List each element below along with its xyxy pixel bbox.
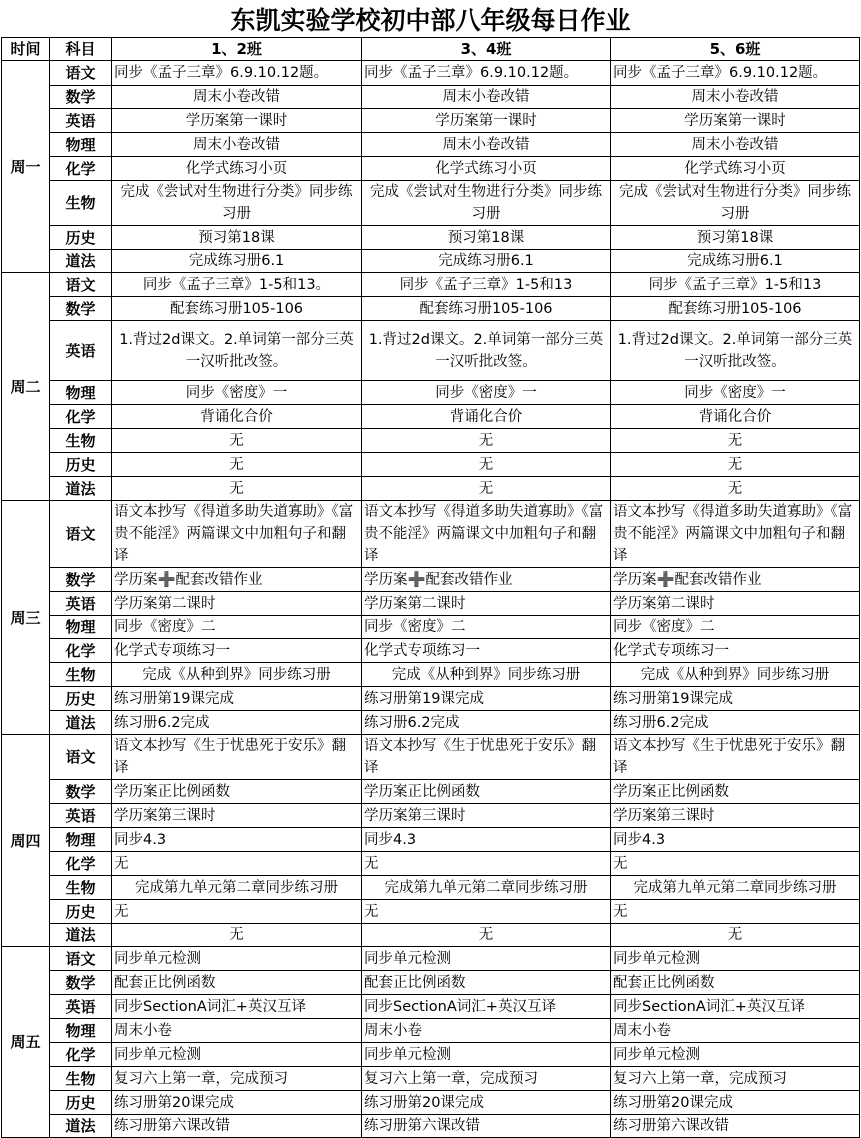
day-label: 周四 — [2, 735, 50, 947]
homework-cell: 化学式专项练习一 — [611, 639, 860, 663]
homework-cell: 完成《尝试对生物进行分类》同步练习册 — [611, 181, 860, 226]
homework-cell: 语文本抄写《得道多助失道寡助》《富贵不能淫》两篇课文中加粗句子和翻译 — [112, 501, 362, 568]
homework-cell: 学历案➕配套改错作业 — [362, 568, 611, 592]
header-subject: 科目 — [50, 38, 112, 61]
subject-label: 历史 — [50, 1091, 112, 1115]
subject-label: 生物 — [50, 1067, 112, 1091]
table-row — [2, 61, 860, 86]
homework-cell: 学历案第三课时 — [362, 804, 611, 828]
homework-cell: 同步《密度》二 — [112, 616, 362, 639]
header-class-1-2: 1、2班 — [112, 38, 362, 61]
homework-cell: 练习册第20课完成 — [362, 1091, 611, 1115]
homework-cell: 练习册第19课完成 — [362, 687, 611, 711]
subject-label: 生物 — [50, 429, 112, 453]
homework-cell: 完成第九单元第二章同步练习册 — [112, 876, 362, 900]
homework-cell: 背诵化合价 — [112, 405, 362, 429]
homework-cell: 配套正比例函数 — [112, 971, 362, 995]
homework-cell: 学历案第一课时 — [611, 109, 860, 133]
homework-cell: 语文本抄写《生于忧患死于安乐》翻译 — [611, 735, 860, 780]
header-class-3-4: 3、4班 — [362, 38, 611, 61]
table-row — [2, 639, 860, 663]
table-row — [2, 297, 860, 321]
header-time: 时间 — [2, 38, 50, 61]
table-row — [2, 995, 860, 1019]
homework-cell: 练习册第六课改错 — [362, 1115, 611, 1138]
homework-cell: 学历案➕配套改错作业 — [611, 568, 860, 592]
subject-label: 语文 — [50, 735, 112, 780]
subject-label: 语文 — [50, 273, 112, 297]
homework-cell: 同步《孟子三章》1-5和13 — [362, 273, 611, 297]
homework-cell: 周末小卷 — [112, 1019, 362, 1043]
page-title: 东凯实验学校初中部八年级每日作业 — [230, 5, 631, 35]
homework-cell: 无 — [112, 900, 362, 924]
table-row — [2, 1019, 860, 1043]
homework-cell: 同步《孟子三章》6.9.10.12题。 — [362, 61, 611, 86]
homework-cell: 背诵化合价 — [362, 405, 611, 429]
homework-cell: 同步单元检测 — [362, 1043, 611, 1067]
table-row — [2, 405, 860, 429]
homework-cell: 同步《密度》一 — [362, 381, 611, 405]
homework-cell: 语文本抄写《得道多助失道寡助》《富贵不能淫》两篇课文中加粗句子和翻译 — [611, 501, 860, 568]
homework-cell: 完成《从种到界》同步练习册 — [112, 663, 362, 687]
table-row — [2, 273, 860, 297]
homework-cell: 学历案正比例函数 — [611, 780, 860, 804]
subject-label: 道法 — [50, 711, 112, 735]
homework-cell: 学历案第二课时 — [112, 592, 362, 616]
table-row — [2, 924, 860, 947]
table-row — [2, 133, 860, 157]
homework-cell: 化学式练习小页 — [362, 157, 611, 181]
table-row — [2, 780, 860, 804]
subject-label: 英语 — [50, 804, 112, 828]
header-class-5-6: 5、6班 — [611, 38, 860, 61]
subject-label: 语文 — [50, 501, 112, 568]
homework-cell: 化学式练习小页 — [112, 157, 362, 181]
subject-label: 语文 — [50, 947, 112, 971]
homework-cell: 完成《从种到界》同步练习册 — [362, 663, 611, 687]
homework-cell: 配套练习册105-106 — [362, 297, 611, 321]
table-row — [2, 381, 860, 405]
table-row — [2, 250, 860, 273]
subject-label: 历史 — [50, 687, 112, 711]
homework-cell: 化学式练习小页 — [611, 157, 860, 181]
homework-cell: 同步单元检测 — [112, 947, 362, 971]
homework-cell: 周末小卷改错 — [611, 86, 860, 109]
homework-cell: 无 — [112, 477, 362, 501]
day-label: 周一 — [2, 61, 50, 273]
homework-cell: 同步《密度》一 — [112, 381, 362, 405]
homework-cell: 练习册6.2完成 — [611, 711, 860, 735]
homework-cell: 1.背过2d课文。2.单词第一部分三英一汉听批改签。 — [112, 321, 362, 381]
homework-cell: 同步《孟子三章》1-5和13 — [611, 273, 860, 297]
subject-label: 生物 — [50, 663, 112, 687]
homework-cell: 练习册6.2完成 — [362, 711, 611, 735]
homework-cell: 无 — [611, 852, 860, 876]
table-row — [2, 804, 860, 828]
homework-cell: 无 — [112, 852, 362, 876]
homework-cell: 周末小卷改错 — [611, 133, 860, 157]
table-row — [2, 321, 860, 381]
homework-cell: 周末小卷 — [611, 1019, 860, 1043]
subject-label: 英语 — [50, 995, 112, 1019]
homework-cell: 学历案第一课时 — [362, 109, 611, 133]
homework-cell: 同步4.3 — [112, 828, 362, 852]
homework-cell: 学历案第二课时 — [362, 592, 611, 616]
homework-cell: 学历案第二课时 — [611, 592, 860, 616]
table-row — [2, 501, 860, 568]
table-row — [2, 157, 860, 181]
homework-cell: 完成《尝试对生物进行分类》同步练习册 — [112, 181, 362, 226]
homework-cell: 学历案➕配套改错作业 — [112, 568, 362, 592]
subject-label: 英语 — [50, 592, 112, 616]
homework-cell: 同步单元检测 — [611, 947, 860, 971]
subject-label: 道法 — [50, 1115, 112, 1138]
table-row — [2, 592, 860, 616]
subject-label: 物理 — [50, 616, 112, 639]
day-label: 周五 — [2, 947, 50, 1138]
homework-cell: 无 — [112, 924, 362, 947]
subject-label: 生物 — [50, 181, 112, 226]
homework-cell: 同步SectionA词汇+英汉互译 — [112, 995, 362, 1019]
table-row — [2, 1043, 860, 1067]
subject-label: 数学 — [50, 971, 112, 995]
table-row — [2, 616, 860, 639]
subject-label: 历史 — [50, 226, 112, 250]
homework-cell: 无 — [112, 453, 362, 477]
homework-cell: 无 — [362, 852, 611, 876]
subject-label: 数学 — [50, 780, 112, 804]
table-row — [2, 735, 860, 780]
homework-cell: 同步《密度》二 — [611, 616, 860, 639]
homework-cell: 学历案第三课时 — [112, 804, 362, 828]
table-row — [2, 86, 860, 109]
table-row — [2, 181, 860, 226]
homework-cell: 同步SectionA词汇+英汉互译 — [362, 995, 611, 1019]
homework-cell: 配套练习册105-106 — [112, 297, 362, 321]
day-label: 周三 — [2, 501, 50, 735]
homework-cell: 无 — [611, 453, 860, 477]
subject-label: 物理 — [50, 381, 112, 405]
homework-body — [2, 61, 860, 1138]
homework-cell: 化学式专项练习一 — [112, 639, 362, 663]
table-row — [2, 109, 860, 133]
subject-label: 英语 — [50, 321, 112, 381]
subject-label: 数学 — [50, 568, 112, 592]
homework-cell: 预习第18课 — [611, 226, 860, 250]
homework-cell: 同步4.3 — [611, 828, 860, 852]
homework-cell: 同步单元检测 — [112, 1043, 362, 1067]
homework-cell: 复习六上第一章，完成预习 — [362, 1067, 611, 1091]
homework-cell: 复习六上第一章，完成预习 — [611, 1067, 860, 1091]
homework-cell: 完成《尝试对生物进行分类》同步练习册 — [362, 181, 611, 226]
homework-cell: 1.背过2d课文。2.单词第一部分三英一汉听批改签。 — [362, 321, 611, 381]
subject-label: 化学 — [50, 157, 112, 181]
homework-cell: 无 — [611, 477, 860, 501]
subject-label: 道法 — [50, 250, 112, 273]
homework-cell: 无 — [362, 477, 611, 501]
table-row — [2, 971, 860, 995]
homework-cell: 无 — [611, 429, 860, 453]
table-row — [2, 429, 860, 453]
homework-cell: 无 — [362, 900, 611, 924]
subject-label: 数学 — [50, 297, 112, 321]
homework-cell: 练习册6.2完成 — [112, 711, 362, 735]
subject-label: 化学 — [50, 639, 112, 663]
homework-cell: 周末小卷改错 — [112, 133, 362, 157]
table-row — [2, 947, 860, 971]
homework-cell: 预习第18课 — [112, 226, 362, 250]
homework-cell: 预习第18课 — [362, 226, 611, 250]
homework-cell: 无 — [362, 924, 611, 947]
homework-cell: 配套正比例函数 — [362, 971, 611, 995]
table-row — [2, 663, 860, 687]
table-row — [2, 900, 860, 924]
homework-cell: 同步《孟子三章》6.9.10.12题。 — [112, 61, 362, 86]
table-row — [2, 711, 860, 735]
homework-cell: 完成练习册6.1 — [112, 250, 362, 273]
table-row — [2, 828, 860, 852]
day-label: 周二 — [2, 273, 50, 501]
homework-cell: 同步《孟子三章》1-5和13。 — [112, 273, 362, 297]
table-row — [2, 453, 860, 477]
subject-label: 历史 — [50, 453, 112, 477]
homework-cell: 学历案第一课时 — [112, 109, 362, 133]
subject-label: 语文 — [50, 61, 112, 86]
homework-cell: 学历案正比例函数 — [112, 780, 362, 804]
homework-cell: 周末小卷改错 — [112, 86, 362, 109]
homework-cell: 练习册第六课改错 — [611, 1115, 860, 1138]
homework-cell: 无 — [362, 453, 611, 477]
subject-label: 道法 — [50, 477, 112, 501]
homework-cell: 配套正比例函数 — [611, 971, 860, 995]
homework-cell: 语文本抄写《生于忧患死于安乐》翻译 — [362, 735, 611, 780]
homework-cell: 周末小卷 — [362, 1019, 611, 1043]
homework-cell: 学历案正比例函数 — [362, 780, 611, 804]
homework-cell: 周末小卷改错 — [362, 133, 611, 157]
homework-cell: 完成练习册6.1 — [611, 250, 860, 273]
table-row — [2, 568, 860, 592]
subject-label: 英语 — [50, 109, 112, 133]
subject-label: 物理 — [50, 133, 112, 157]
homework-cell: 练习册第19课完成 — [611, 687, 860, 711]
homework-cell: 背诵化合价 — [611, 405, 860, 429]
homework-cell: 无 — [611, 924, 860, 947]
table-row — [2, 1115, 860, 1138]
subject-label: 道法 — [50, 924, 112, 947]
homework-cell: 完成练习册6.1 — [362, 250, 611, 273]
homework-cell: 练习册第20课完成 — [112, 1091, 362, 1115]
homework-cell: 无 — [112, 429, 362, 453]
homework-cell: 1.背过2d课文。2.单词第一部分三英一汉听批改签。 — [611, 321, 860, 381]
table-row — [2, 1067, 860, 1091]
subject-label: 化学 — [50, 852, 112, 876]
table-row — [2, 477, 860, 501]
homework-cell: 同步SectionA词汇+英汉互译 — [611, 995, 860, 1019]
homework-cell: 练习册第六课改错 — [112, 1115, 362, 1138]
subject-label: 数学 — [50, 86, 112, 109]
homework-cell: 完成《从种到界》同步练习册 — [611, 663, 860, 687]
table-row — [2, 852, 860, 876]
homework-cell: 练习册第19课完成 — [112, 687, 362, 711]
homework-cell: 完成第九单元第二章同步练习册 — [611, 876, 860, 900]
subject-label: 物理 — [50, 1019, 112, 1043]
homework-cell: 语文本抄写《得道多助失道寡助》《富贵不能淫》两篇课文中加粗句子和翻译 — [362, 501, 611, 568]
subject-label: 历史 — [50, 900, 112, 924]
homework-cell: 练习册第20课完成 — [611, 1091, 860, 1115]
homework-cell: 同步《密度》二 — [362, 616, 611, 639]
homework-cell: 无 — [611, 900, 860, 924]
table-row — [2, 687, 860, 711]
homework-cell: 同步4.3 — [362, 828, 611, 852]
subject-label: 化学 — [50, 1043, 112, 1067]
homework-cell: 完成第九单元第二章同步练习册 — [362, 876, 611, 900]
table-row — [2, 1091, 860, 1115]
homework-cell: 无 — [362, 429, 611, 453]
homework-cell: 同步单元检测 — [611, 1043, 860, 1067]
homework-cell: 复习六上第一章，完成预习 — [112, 1067, 362, 1091]
homework-cell: 学历案第三课时 — [611, 804, 860, 828]
homework-cell: 同步《孟子三章》6.9.10.12题。 — [611, 61, 860, 86]
homework-cell: 化学式专项练习一 — [362, 639, 611, 663]
homework-cell: 同步单元检测 — [362, 947, 611, 971]
table-row — [2, 226, 860, 250]
homework-cell: 同步《密度》一 — [611, 381, 860, 405]
homework-cell: 语文本抄写《生于忧患死于安乐》翻译 — [112, 735, 362, 780]
homework-cell: 配套练习册105-106 — [611, 297, 860, 321]
header-row — [2, 38, 860, 61]
subject-label: 物理 — [50, 828, 112, 852]
subject-label: 生物 — [50, 876, 112, 900]
homework-table — [1, 37, 860, 1138]
subject-label: 化学 — [50, 405, 112, 429]
homework-cell: 周末小卷改错 — [362, 86, 611, 109]
table-row — [2, 876, 860, 900]
